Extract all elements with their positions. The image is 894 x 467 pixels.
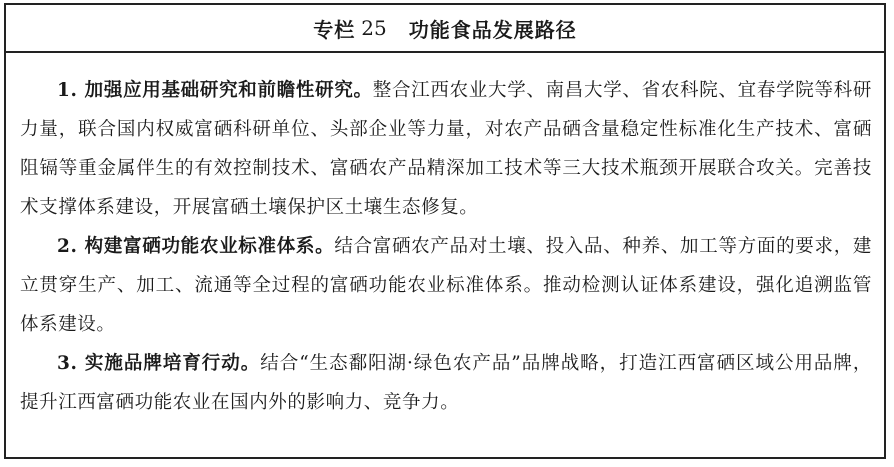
paragraph-1-body: 整合江西农业大学、南昌大学、省农科院、宜春学院等科研力量，联合国内权威富硒科研单位、头部企业等力量，对农产品硒含量稳定性标准化生产技术、富硒阻镉等重金属伴生的有效控制技术、富硒农产品精深加工技术等三大技术瓶颈开展联合攻关。完善技术支撑体系建设，开展富硒土壤保护区土壤生态修复。: [20, 80, 872, 218]
column-title: 功能食品发展路径: [408, 17, 577, 42]
paragraph-3-lead: 3. 实施品牌培育行动。: [57, 353, 261, 374]
column-content: [6, 53, 884, 422]
paragraph-3: [20, 344, 872, 422]
column-number: 25: [361, 16, 387, 40]
paragraph-1-lead: 1. 加强应用基础研究和前瞻性研究。: [57, 80, 373, 101]
paragraph-2-body: 结合富硒农产品对土壤、投入品、种养、加工等方面的要求，建立贯穿生产、加工、流通等全过程的富硒功能农业标准体系。推动检测认证体系建设，强化追溯监管体系建设。: [20, 236, 872, 335]
paragraph-1: [20, 71, 872, 227]
column-header: [6, 5, 884, 53]
paragraph-3-body: 结合“生态鄱阳湖·绿色农产品”品牌战略，打造江西富硒区域公用品牌，提升江西富硒功能农业在国内外的影响力、竞争力。: [20, 353, 872, 413]
column-prefix: 专栏: [313, 17, 356, 42]
paragraph-2-lead: 2. 构建富硒功能农业标准体系。: [57, 236, 335, 257]
paragraph-2: [20, 227, 872, 344]
column-box: [4, 3, 886, 459]
